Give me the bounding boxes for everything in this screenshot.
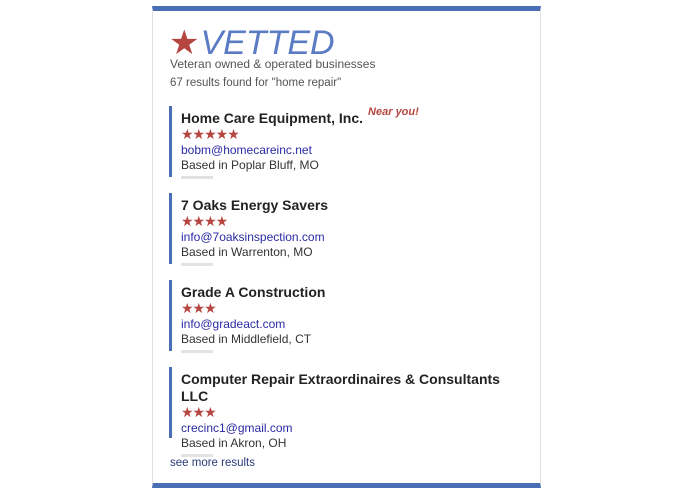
result-item [169, 367, 529, 450]
rating-stars: ★★★ [181, 405, 216, 421]
logo-text: VETTED [200, 24, 335, 62]
results-list [169, 106, 529, 454]
location-text: Based in Middlefield, CT [181, 332, 312, 346]
email-link[interactable]: info@7oaksinspection.com [181, 230, 325, 244]
result-item [169, 106, 529, 177]
business-name[interactable]: Computer Repair Extraordinaires & Consultants LLC [181, 371, 500, 404]
result-header [181, 280, 529, 301]
location-text: Based in Warrenton, MO [181, 245, 313, 259]
email-link[interactable]: info@gradeact.com [181, 317, 286, 331]
tagline: Veteran owned & operated businesses [170, 57, 376, 71]
business-name[interactable]: Home Care Equipment, Inc. [181, 110, 364, 126]
result-header [181, 367, 529, 405]
near-you-badge: Near you! [368, 106, 419, 118]
divider [181, 263, 213, 266]
star-icon: ★ [169, 23, 200, 63]
result-header [181, 106, 529, 127]
rating-stars: ★★★ [181, 301, 216, 317]
results-count: 67 results found for "home repair" [170, 77, 342, 89]
result-header [181, 193, 529, 214]
vetted-widget [152, 6, 541, 488]
email-link[interactable]: crecinc1@gmail.com [181, 421, 293, 435]
result-item [169, 280, 529, 351]
result-item [169, 193, 529, 264]
location-text: Based in Akron, OH [181, 436, 287, 450]
email-link[interactable]: bobm@homecareinc.net [181, 143, 312, 157]
location-text: Based in Poplar Bluff, MO [181, 158, 319, 172]
rating-stars: ★★★★★ [181, 127, 239, 143]
business-name[interactable]: 7 Oaks Energy Savers [181, 197, 329, 213]
divider [181, 350, 213, 353]
business-name[interactable]: Grade A Construction [181, 284, 326, 300]
rating-stars: ★★★★ [181, 214, 228, 230]
divider [181, 176, 213, 179]
see-more-results-link[interactable]: see more results [170, 457, 256, 469]
